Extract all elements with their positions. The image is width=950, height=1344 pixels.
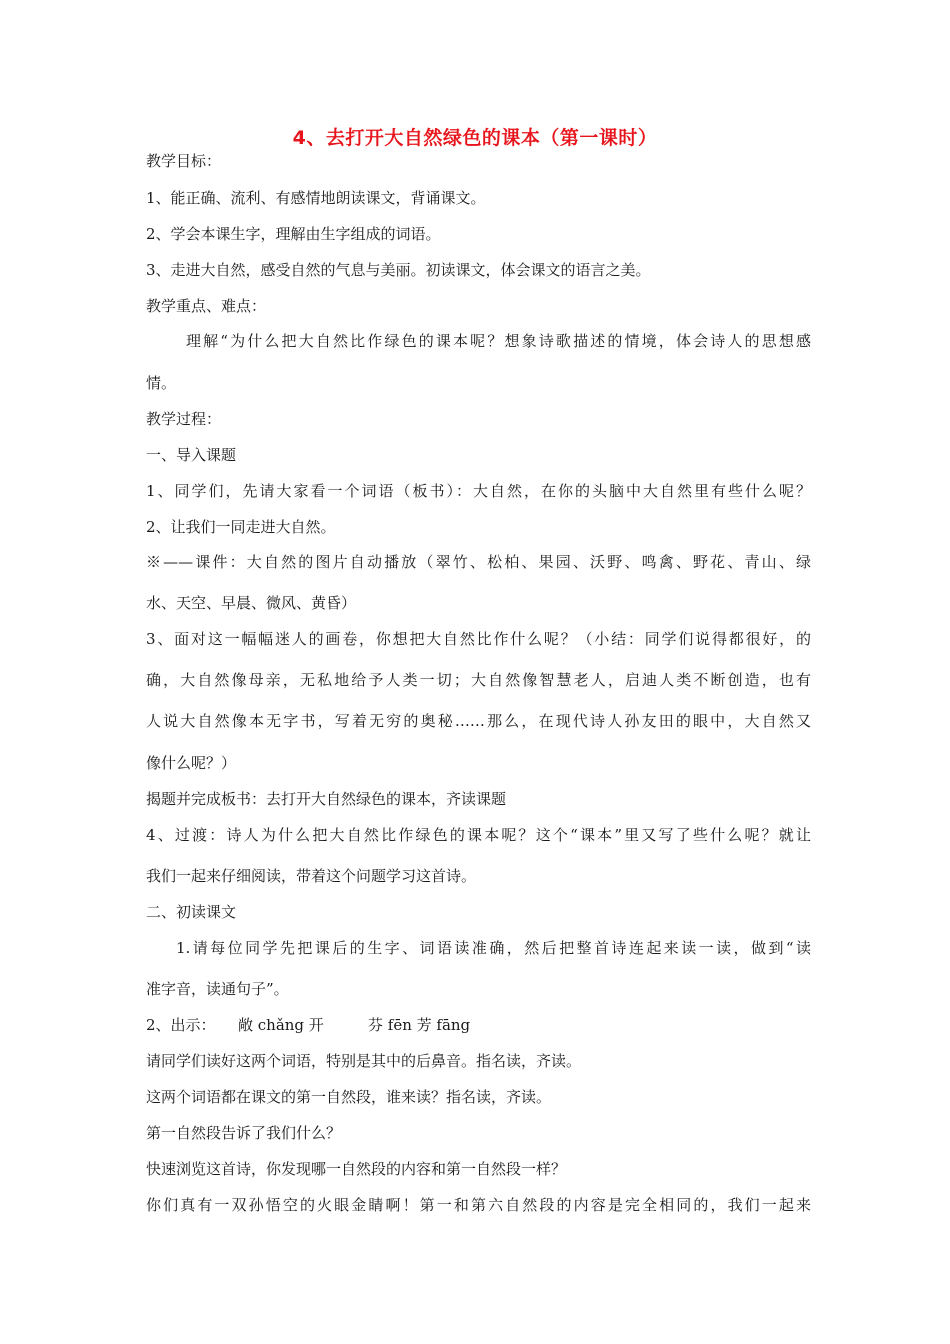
paragraph-line: ※——课件：大自然的图片自动播放（翠竹、松柏、果园、沃野、鸣禽、野花、青山、绿 xyxy=(146,553,811,571)
pinyin-word: 芬 fēn 芳 fāng xyxy=(368,1016,471,1034)
paragraph-line: 3、走进大自然，感受自然的气息与美丽。初读课文，体会课文的语言之美。 xyxy=(146,261,651,279)
paragraph-line: 4、过渡：诗人为什么把大自然比作绿色的课本呢？这个“课本”里又写了些什么呢？就让 xyxy=(146,826,811,844)
paragraph-line: 教学重点、难点： xyxy=(146,297,267,315)
paragraph-line: 确，大自然像母亲，无私地给予人类一切；大自然像智慧老人，启迪人类不断创造，也有 xyxy=(146,671,811,689)
paragraph-line: 这两个词语都在课文的第一自然段，谁来读？指名读，齐读。 xyxy=(146,1088,552,1106)
paragraph-line: 理解“为什么把大自然比作绿色的课本呢？想象诗歌描述的情境，体会诗人的思想感 xyxy=(186,332,811,350)
pinyin-word: 敞 chǎng 开 xyxy=(238,1016,324,1034)
paragraph-line: 第一自然段告诉了我们什么？ xyxy=(146,1124,342,1142)
section-heading: 一、导入课题 xyxy=(146,446,237,464)
paragraph-line: 2、让我们一同走进大自然。 xyxy=(146,518,336,536)
paragraph-line: 教学过程： xyxy=(146,410,222,428)
paragraph-line: 人说大自然像本无字书，写着无穷的奥秘……那么，在现代诗人孙友田的眼中，大自然又 xyxy=(146,712,811,730)
paragraph-line: 揭题并完成板书：去打开大自然绿色的课本，齐读课题 xyxy=(146,790,507,808)
paragraph-line: 你们真有一双孙悟空的火眼金睛啊！第一和第六自然段的内容是完全相同的，我们一起来 xyxy=(146,1196,811,1214)
paragraph-line: 水、天空、早晨、微风、黄昏） xyxy=(146,594,357,612)
section-heading: 二、初读课文 xyxy=(146,903,237,921)
document-title: 4、去打开大自然绿色的课本（第一课时） xyxy=(292,127,658,149)
pinyin-row xyxy=(146,1015,811,1035)
paragraph-line: 3、面对这一幅幅迷人的画卷，你想把大自然比作什么呢？（小结：同学们说得都很好，的 xyxy=(146,630,811,648)
paragraph-line: 教学目标： xyxy=(146,152,222,170)
paragraph-line: 像什么呢？） xyxy=(146,754,237,772)
paragraph-line: 情。 xyxy=(146,374,177,392)
paragraph-line: 我们一起来仔细阅读，带着这个问题学习这首诗。 xyxy=(146,867,477,885)
pinyin-row-label: 2、出示： xyxy=(146,1016,216,1034)
paragraph-line: 1.请每位同学先把课后的生字、词语读准确，然后把整首诗连起来读一读，做到“读 xyxy=(176,939,811,957)
paragraph-line: 1、同学们，先请大家看一个词语（板书）：大自然，在你的头脑中大自然里有些什么呢？ xyxy=(146,482,811,500)
paragraph-line: 快速浏览这首诗，你发现哪一自然段的内容和第一自然段一样？ xyxy=(146,1160,567,1178)
paragraph-line: 1、能正确、流利、有感情地朗读课文，背诵课文。 xyxy=(146,189,486,207)
paragraph-line: 准字音，读通句子”。 xyxy=(146,980,289,998)
paragraph-line: 请同学们读好这两个词语，特别是其中的后鼻音。指名读，齐读。 xyxy=(146,1052,582,1070)
paragraph-line: 2、学会本课生字，理解由生字组成的词语。 xyxy=(146,225,441,243)
